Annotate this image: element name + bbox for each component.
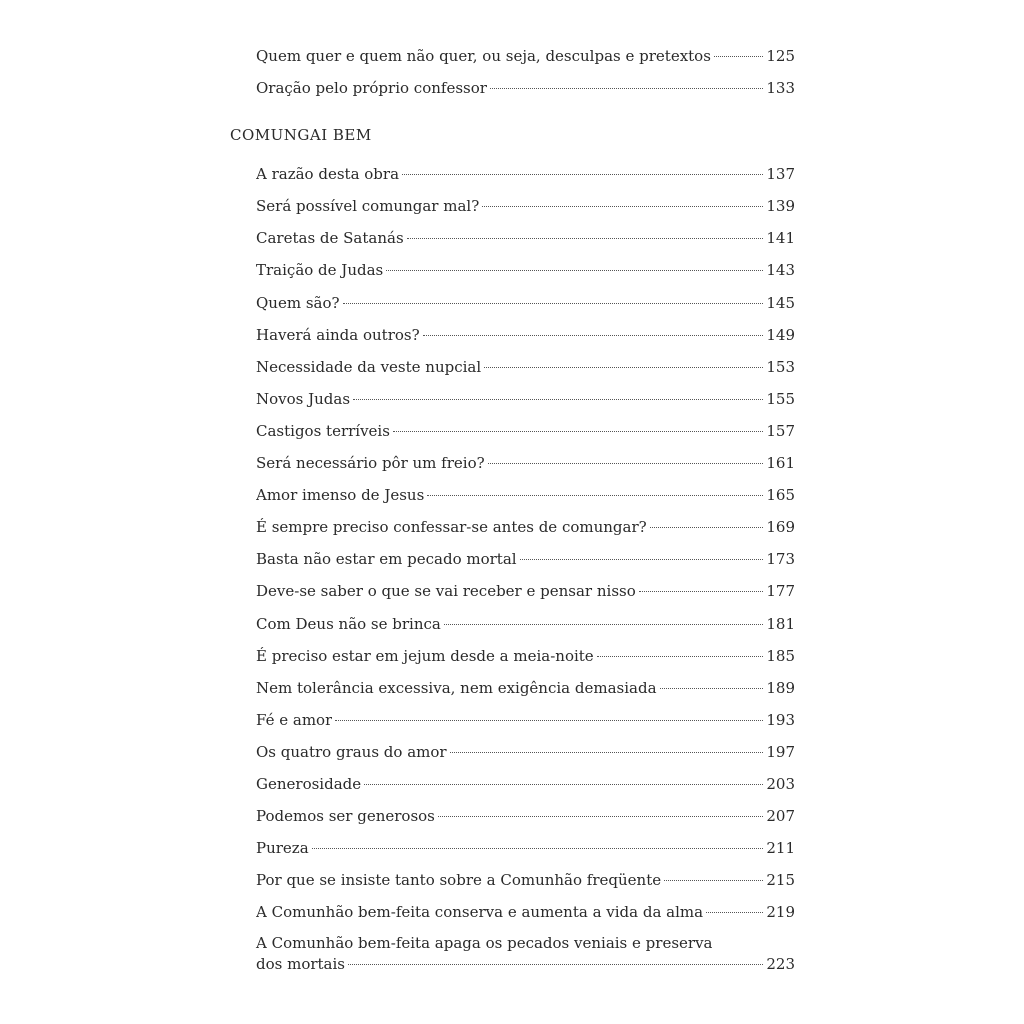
- toc-entry-title: Fé e amor: [256, 710, 333, 729]
- toc-entry-title-continued: dos mortais: [256, 955, 345, 974]
- dot-leader: [348, 964, 763, 965]
- toc-entry[interactable]: [256, 800, 795, 832]
- toc-entry-title: Será necessário pôr um freio?: [256, 454, 485, 473]
- toc-entry[interactable]: [256, 479, 795, 511]
- toc-entry-page: 125: [766, 47, 795, 65]
- toc-entry[interactable]: [256, 896, 795, 928]
- dot-leader: [484, 367, 763, 368]
- toc-entry[interactable]: [256, 575, 795, 607]
- toc-entry[interactable]: [256, 832, 795, 864]
- toc-entry[interactable]: [256, 40, 795, 72]
- dot-leader: [312, 848, 764, 849]
- toc-entry-page: 143: [766, 261, 795, 280]
- dot-leader: [444, 624, 764, 625]
- toc-entry-title: Podemos ser generosos: [256, 807, 435, 826]
- toc-entry[interactable]: [256, 72, 795, 104]
- toc-entry-page: 141: [766, 229, 795, 248]
- toc-entry-title: Necessidade da veste nupcial: [256, 357, 482, 376]
- toc-entry-page: 137: [766, 165, 795, 184]
- toc-entry-page: 223: [766, 955, 795, 974]
- dot-leader: [386, 270, 763, 271]
- dot-leader: [438, 816, 763, 817]
- toc-entry-page: 215: [766, 871, 795, 890]
- toc-entry-page: 207: [766, 807, 795, 826]
- toc-entry-page: 185: [766, 646, 795, 665]
- toc-entries-previous-section: [230, 40, 795, 104]
- toc-entry[interactable]: [256, 543, 795, 575]
- toc-entry-title: Basta não estar em pecado mortal: [256, 550, 517, 569]
- toc-entry[interactable]: [256, 672, 795, 704]
- dot-leader: [393, 431, 763, 432]
- toc-entry-title: É preciso estar em jejum desde a meia-noite: [256, 646, 594, 665]
- toc-entry[interactable]: [256, 640, 795, 672]
- table-of-contents: [230, 40, 795, 975]
- toc-entry[interactable]: [256, 319, 795, 351]
- dot-leader: [364, 784, 763, 785]
- toc-entry[interactable]: [256, 608, 795, 640]
- toc-entry-page: 169: [766, 518, 795, 537]
- toc-entry[interactable]: [256, 768, 795, 800]
- dot-leader: [639, 591, 764, 592]
- toc-entry-title: Deve-se saber o que se vai receber e pensar nisso: [256, 582, 636, 601]
- toc-entry-title: É sempre preciso confessar-se antes de comungar?: [256, 518, 647, 537]
- toc-entry-page: 149: [766, 325, 795, 344]
- dot-leader: [427, 495, 763, 496]
- toc-entry[interactable]: [256, 190, 795, 222]
- toc-entry-title: Nem tolerância excessiva, nem exigência demasiada: [256, 678, 657, 697]
- toc-entry[interactable]: [256, 254, 795, 286]
- toc-entry-page: 139: [766, 197, 795, 216]
- toc-entry[interactable]: [256, 864, 795, 896]
- toc-entry-page: 133: [766, 79, 795, 98]
- dot-leader: [597, 656, 764, 657]
- dot-leader: [714, 56, 763, 57]
- toc-entry-page: 165: [766, 486, 795, 505]
- toc-entry[interactable]: [256, 287, 795, 319]
- dot-leader: [423, 335, 764, 336]
- toc-entry-title: Novos Judas: [256, 389, 351, 408]
- dot-leader: [407, 238, 764, 239]
- toc-entry-title: A Comunhão bem-feita apaga os pecados veniais e preserva: [256, 934, 713, 953]
- toc-entry-title: Pureza: [256, 839, 309, 858]
- toc-entry-title: A Comunhão bem-feita conserva e aumenta a vida da alma: [256, 903, 704, 922]
- toc-entry-page: 161: [766, 454, 795, 473]
- section-heading: COMUNGAI BEM: [230, 126, 372, 145]
- toc-entry[interactable]: [256, 222, 795, 254]
- dot-leader: [335, 720, 763, 721]
- toc-entry-page: 189: [766, 678, 795, 697]
- dot-leader: [664, 880, 763, 881]
- toc-entry-page: 173: [766, 550, 795, 569]
- toc-entry-title: A razão desta obra: [256, 165, 400, 184]
- toc-entry-page: 197: [766, 742, 795, 761]
- toc-entry-title: Generosidade: [256, 774, 362, 793]
- toc-entry[interactable]: [256, 415, 795, 447]
- toc-entry-page: 155: [766, 389, 795, 408]
- toc-entry-page: 153: [766, 357, 795, 376]
- toc-entry-page: 203: [766, 774, 795, 793]
- toc-entry-title: Os quatro graus do amor: [256, 742, 447, 761]
- toc-entry[interactable]: [256, 928, 795, 975]
- toc-entry-title: Quem quer e quem não quer, ou seja, desculpas e pretextos: [256, 47, 711, 65]
- dot-leader: [520, 559, 764, 560]
- toc-entry[interactable]: [256, 158, 795, 190]
- toc-entry-page: 211: [766, 839, 795, 858]
- toc-entry-title: Quem são?: [256, 293, 340, 312]
- toc-entries-comungai-bem: [230, 158, 795, 975]
- toc-entry[interactable]: [256, 447, 795, 479]
- toc-entry-title: Castigos terríveis: [256, 421, 390, 440]
- dot-leader: [482, 206, 763, 207]
- dot-leader: [488, 463, 764, 464]
- dot-leader: [353, 399, 763, 400]
- toc-entry-title: Será possível comungar mal?: [256, 197, 480, 216]
- toc-entry-title: Por que se insiste tanto sobre a Comunhão freqüente: [256, 871, 662, 890]
- toc-entry[interactable]: [256, 351, 795, 383]
- toc-entry-title: Haverá ainda outros?: [256, 325, 420, 344]
- toc-entry-page: 145: [766, 293, 795, 312]
- toc-entry-title: Traição de Judas: [256, 261, 384, 280]
- dot-leader: [660, 688, 764, 689]
- dot-leader: [490, 88, 763, 89]
- dot-leader: [650, 527, 764, 528]
- toc-entry[interactable]: [256, 383, 795, 415]
- toc-entry-title: Caretas de Satanás: [256, 229, 404, 248]
- toc-entry-page: 219: [766, 903, 795, 922]
- toc-entry-page: 177: [766, 582, 795, 601]
- toc-entry-page: 181: [766, 614, 795, 633]
- toc-entry-title: Com Deus não se brinca: [256, 614, 441, 633]
- toc-entry[interactable]: [256, 736, 795, 768]
- dot-leader: [343, 303, 764, 304]
- toc-entry-title: Amor imenso de Jesus: [256, 486, 425, 505]
- toc-entry-page: 157: [766, 421, 795, 440]
- dot-leader: [450, 752, 764, 753]
- dot-leader: [402, 174, 763, 175]
- toc-entry[interactable]: [256, 704, 795, 736]
- toc-entry-page: 193: [766, 710, 795, 729]
- dot-leader: [706, 912, 763, 913]
- toc-entry[interactable]: [256, 511, 795, 543]
- toc-entry-title: Oração pelo próprio confessor: [256, 79, 487, 98]
